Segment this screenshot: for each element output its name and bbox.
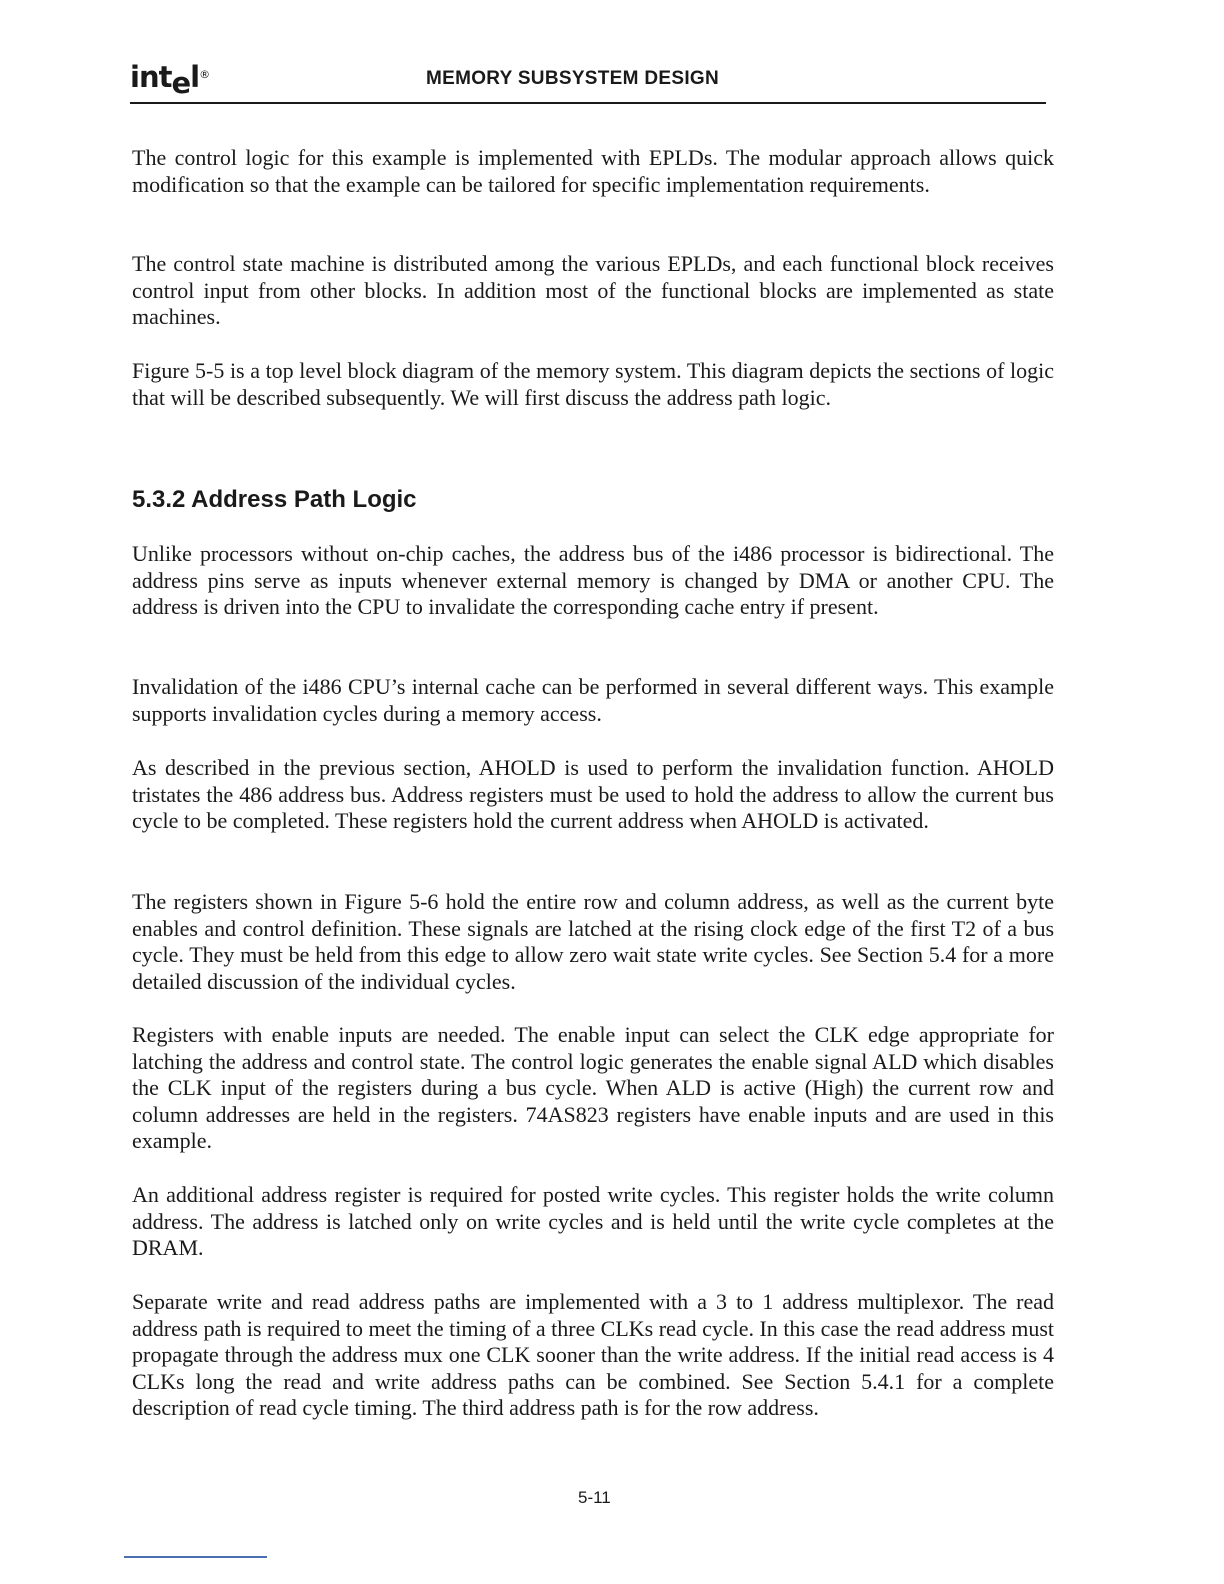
- paragraph-bidirectional-bus: Unlike processors without on-chip caches, the address bus of the i486 processor is bidirectional. The address pins serve as inputs whenever external memory is changed by DMA or another CPU. The address is driven into the CPU to invalidate the corresponding cache entry if present.: [132, 541, 1054, 619]
- section-heading: 5.3.2 Address Path Logic: [132, 486, 417, 513]
- paragraph-figure-5-5: Figure 5-5 is a top level block diagram of the memory system. This diagram depicts the sections of logic that will be described subsequently. We will first discuss the address path logic.: [132, 358, 1054, 410]
- header-title: MEMORY SUBSYSTEM DESIGN: [426, 68, 719, 89]
- paragraph-state-machine: The control state machine is distributed among the various EPLDs, and each functional block receives control input from other blocks. In addition most of the functional blocks are implemented as state machines.: [132, 251, 1054, 329]
- paragraph-posted-write: An additional address register is required for posted write cycles. This register holds the write column address. The address is latched only on write cycles and is held until the write cycle completes at the DRAM.: [132, 1182, 1054, 1260]
- intel-logo: intel®: [130, 60, 210, 100]
- page-number: 5-11: [578, 1488, 611, 1507]
- paragraph-invalidation: Invalidation of the i486 CPU’s internal cache can be performed in several different ways. This example supports invalidation cycles during a memory access.: [132, 674, 1054, 726]
- page-header: [130, 58, 1046, 104]
- paragraph-address-paths: Separate write and read address paths are implemented with a 3 to 1 address multiplexor. The read address path is required to meet the timing of a three CLKs read cycle. In this case the read address must propagate through the address mux one CLK sooner than the write address. If the initial read access is 4 CLKs long the read and write address paths can be combined. See Section 5.4.1 for a complete description of read cycle timing. The third address path is for the row address.: [132, 1289, 1054, 1420]
- paragraph-enable-inputs: Registers with enable inputs are needed. The enable input can select the CLK edge appropriate for latching the address and control state. The control logic generates the enable signal ALD which disables the CLK input of the registers during a bus cycle. When ALD is active (High) the current row and column addresses are held in the registers. 74AS823 registers have enable inputs and are used in this example.: [132, 1022, 1054, 1153]
- paragraph-registers-figure-5-6: The registers shown in Figure 5-6 hold the entire row and column address, as well as the current byte enables and control definition. These signals are latched at the rising clock edge of the first T2 of a bus cycle. They must be held from this edge to allow zero wait state write cycles. See Section 5.4 for a more detailed discussion of the individual cycles.: [132, 889, 1054, 994]
- paragraph-epld-intro: The control logic for this example is implemented with EPLDs. The modular approach allows quick modification so that the example can be tailored for specific implementation requirements.: [132, 145, 1054, 197]
- footer-rule: [124, 1556, 267, 1558]
- paragraph-ahold: As described in the previous section, AHOLD is used to perform the invalidation function. AHOLD tristates the 486 address bus. Address registers must be used to hold the address to allow the current bus cycle to be completed. These registers hold the current address when AHOLD is activated.: [132, 755, 1054, 833]
